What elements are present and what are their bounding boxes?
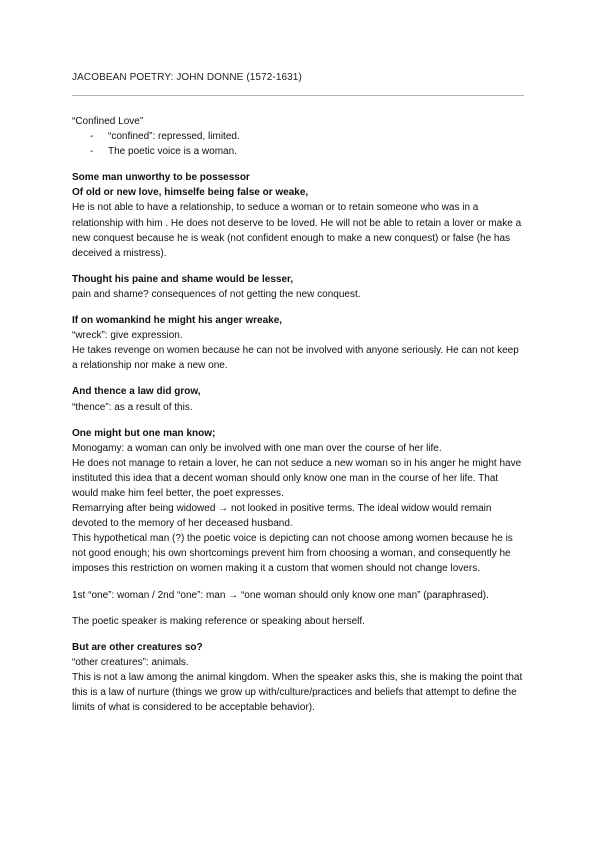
bullet-dash: -: [90, 146, 94, 158]
commentary-paragraph: He takes revenge on women because he can not be involved with anyone seriously. He can not keep a relationship nor make a new one.: [72, 345, 519, 372]
poem-title: “Confined Love”: [72, 116, 144, 127]
verse-heading: If on womankind he might his anger wreake,: [72, 315, 283, 327]
commentary-paragraph: The poetic speaker is making reference or speaking about herself.: [72, 615, 365, 627]
commentary-paragraph: This hypothetical man (?) the poetic voice is depicting can not choose among women because he is not good enough; his own shortcomings prevent him from choosing a woman, and consequently he imposes this restriction on women making it a custom that women should not change lovers.: [72, 533, 513, 575]
commentary-paragraph: Monogamy: a woman can only be involved with one man over the course of her life.: [72, 442, 442, 454]
list-item: [72, 129, 526, 144]
verse-heading: But are other creatures so?: [72, 641, 203, 653]
spacer: [72, 415, 526, 426]
spacer: [72, 261, 526, 272]
verse-heading: One might but one man know;: [72, 427, 216, 439]
bullet-dash: -: [90, 131, 94, 143]
spacer: [72, 629, 526, 640]
commentary-paragraph: Remarrying after being widowed → not looked in positive terms. The ideal widow would remain devoted to the memory of her deceased husband.: [72, 503, 492, 530]
verse-heading: Thought his paine and shame would be lesser,: [72, 273, 294, 285]
list-item: [72, 144, 526, 159]
verse-heading: And thence a law did grow,: [72, 386, 201, 398]
gloss-line: “other creatures”: animals.: [72, 656, 189, 668]
verse-heading: Of old or new love, himselfe being false or weake,: [72, 187, 309, 199]
document-body: [72, 114, 526, 715]
spacer: [72, 603, 526, 614]
spacer: [72, 577, 526, 588]
document-title: JACOBEAN POETRY: JOHN DONNE (1572-1631): [72, 72, 302, 83]
commentary-paragraph: 1st “one”: woman / 2nd “one”: man → “one woman should only know one man” (paraphrased).: [72, 589, 489, 601]
spacer: [72, 373, 526, 384]
spacer: [72, 302, 526, 313]
title-divider: [72, 95, 524, 96]
verse-heading: Some man unworthy to be possessor: [72, 172, 250, 184]
list-item-text: The poetic voice is a woman.: [108, 146, 237, 158]
commentary-paragraph: This is not a law among the animal kingdom. When the speaker asks this, she is making the point that this is a law of nurture (things we grow up with/culture/practices and beliefs that attempt to define the limits of what is considered to be acceptable behavior).: [72, 671, 523, 714]
intro-bullet-list: [72, 129, 526, 159]
gloss-line: “thence”: as a result of this.: [72, 401, 193, 413]
list-item-text: “confined”: repressed, limited.: [108, 131, 240, 143]
gloss-line: “wreck”: give expression.: [72, 330, 183, 342]
commentary-paragraph: He does not manage to retain a lover, he can not seduce a new woman so in his anger he might have instituted this idea that a decent woman should only know one man in the course of her life. That would make him feel better, the poet expresses.: [72, 457, 522, 499]
spacer: [72, 159, 526, 170]
commentary-paragraph: pain and shame? consequences of not getting the new conquest.: [72, 288, 361, 300]
commentary-paragraph: He is not able to have a relationship, to seduce a woman or to retain someone who was in a relationship with him . He does not deserve to be loved. He will not be able to retain a lover or make a new conquest because he is weak (not confident enough to make a new conquest) or false (he has deceived a mistress).: [72, 202, 522, 259]
